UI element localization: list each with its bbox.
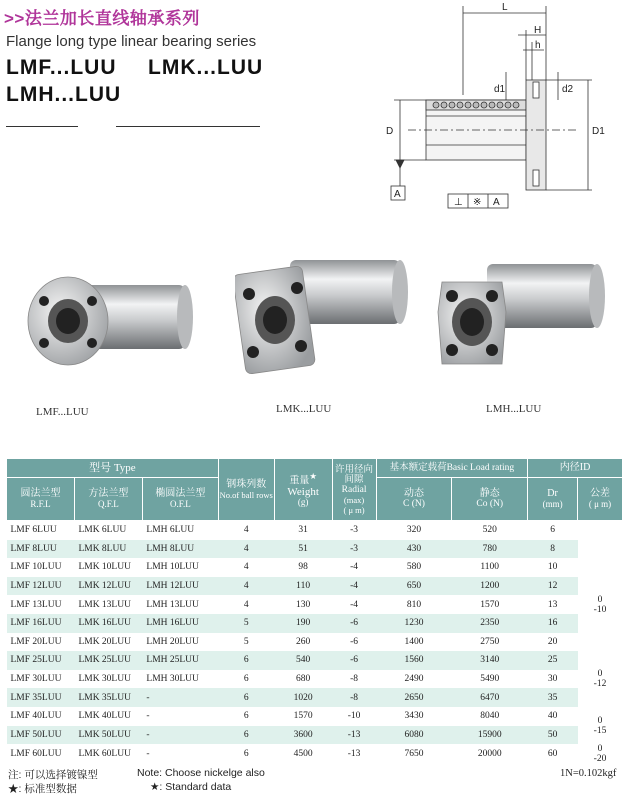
cell-rows: 4: [243, 599, 249, 610]
cell-ofl: LMH 13LUU: [146, 599, 199, 610]
header-id: 内径ID: [528, 459, 623, 478]
table-row: [7, 614, 623, 633]
lmk-product-image: [235, 248, 410, 378]
lmf-caption: LMF...LUU: [36, 406, 89, 418]
fcf-symbol-1: ⊥: [454, 197, 463, 208]
cell-c: 320: [406, 525, 422, 536]
table-row: [7, 726, 623, 745]
footnote-standard-en: ★: Standard data: [150, 781, 232, 793]
model-lmh-heading: LMH...LUU: [6, 83, 122, 106]
cell-radial: -13: [332, 726, 376, 745]
cell-co: 5490: [480, 674, 500, 685]
cell-co: 2350: [452, 614, 528, 633]
dim-H-label: H: [534, 25, 542, 36]
cell-tolerance: 0 -12: [578, 651, 623, 707]
header-radial: 许用径向间隙 Radial (max) ( μ m): [332, 459, 376, 521]
table-row: [7, 744, 623, 764]
cell-c: 3430: [404, 711, 424, 722]
cell-c: 1560: [376, 651, 452, 670]
cell-radial: -4: [332, 577, 376, 596]
cell-rfl: LMF 8LUU: [7, 540, 75, 559]
cell-weight: 110: [274, 577, 332, 596]
cell-weight: 260: [296, 636, 311, 647]
cell-co: 520: [482, 525, 497, 536]
cell-ofl: -: [142, 726, 218, 745]
cell-rfl: LMF 6LUU: [10, 525, 57, 536]
cell-rfl: LMF 16LUU: [7, 614, 75, 633]
cell-c: 2650: [376, 688, 452, 707]
cell-dr: 6: [550, 525, 555, 536]
cell-c: 2490: [404, 674, 424, 685]
dim-d1-label: d1: [494, 84, 506, 95]
dim-h-label: h: [535, 40, 541, 51]
cell-rows: 4: [243, 525, 249, 536]
cell-qfl: LMK 20LUU: [78, 636, 131, 647]
cell-qfl: LMK 13LUU: [78, 599, 131, 610]
header-load-rating: 基本额定载荷Basic Load rating: [376, 459, 528, 478]
cell-radial: -10: [347, 711, 361, 722]
cell-tolerance: 0 -20: [578, 744, 623, 764]
cell-dr: 16: [528, 614, 578, 633]
dim-d2-label: d2: [562, 84, 574, 95]
cell-rows: 5: [218, 614, 274, 633]
cell-rfl: LMF 60LUU: [10, 749, 62, 760]
cell-qfl: LMK 50LUU: [74, 726, 142, 745]
cell-ofl: LMH 16LUU: [142, 614, 218, 633]
cell-qfl: LMK 16LUU: [74, 614, 142, 633]
cell-c: 6080: [376, 726, 452, 745]
cell-dr: 40: [547, 711, 558, 722]
cell-co: 2750: [480, 636, 500, 647]
cell-rows: 4: [218, 540, 274, 559]
cell-weight: 680: [296, 674, 311, 685]
cell-c: 430: [376, 540, 452, 559]
footnote-nickel-cn: 注: 可以选择镀镍型: [8, 769, 98, 781]
table-row: [7, 670, 623, 689]
table-row: [7, 558, 623, 577]
cell-weight: 3600: [274, 726, 332, 745]
header-dynamic: 动态 C (N): [376, 478, 452, 521]
cell-ofl: LMH 25LUU: [142, 651, 218, 670]
cell-co: 15900: [452, 726, 528, 745]
dimension-drawing: [378, 0, 628, 215]
page-title-cn: >>法兰加长直线轴承系列: [4, 9, 200, 28]
cell-tolerance: 0 -15: [578, 707, 623, 744]
cell-weight: 1020: [274, 688, 332, 707]
table-row: [7, 633, 623, 652]
cell-rows: 5: [243, 636, 249, 647]
fcf-symbol-2: ※: [473, 197, 482, 208]
cell-qfl: LMK 10LUU: [78, 562, 131, 573]
cell-rows: 6: [243, 711, 249, 722]
cell-radial: -4: [350, 599, 359, 610]
header-static: 静态 Co (N): [452, 478, 528, 521]
cell-dr: 35: [528, 688, 578, 707]
cell-tolerance: 0 -10: [578, 558, 623, 651]
cell-dr: 8: [528, 540, 578, 559]
spec-table: [6, 458, 623, 764]
cell-radial: -8: [332, 688, 376, 707]
cell-c: 580: [406, 562, 422, 573]
cell-weight: 98: [298, 562, 308, 573]
cell-weight: 31: [298, 525, 308, 536]
cell-qfl: LMK 40LUU: [78, 711, 131, 722]
cell-dr: 12: [528, 577, 578, 596]
cell-co: 8040: [480, 711, 500, 722]
cell-radial: -6: [350, 636, 359, 647]
cell-c: 1400: [404, 636, 424, 647]
cell-ofl: LMH 8LUU: [142, 540, 218, 559]
cell-co: 1100: [480, 562, 500, 573]
cell-rfl: LMF 30LUU: [10, 674, 62, 685]
header-tolerance: 公差 ( μ m): [578, 478, 623, 521]
table-row: [7, 577, 623, 596]
table-row: [7, 540, 623, 559]
cell-radial: -3: [350, 525, 359, 536]
dim-D-label: D: [386, 126, 394, 137]
table-row: [7, 595, 623, 614]
lmh-caption: LMH...LUU: [486, 403, 542, 415]
cell-radial: -3: [332, 540, 376, 559]
cell-tolerance-blank: [578, 521, 623, 540]
footnote-nickel-en: Note: Choose nickelge also: [137, 767, 265, 779]
cell-co: 6470: [452, 688, 528, 707]
cell-weight: 540: [274, 651, 332, 670]
cell-c: 650: [376, 577, 452, 596]
cell-rfl: LMF 13LUU: [10, 599, 62, 610]
cell-rows: 6: [218, 688, 274, 707]
dim-D1-label: D1: [592, 126, 605, 137]
cell-tolerance-blank: [578, 540, 623, 559]
cell-radial: -8: [350, 674, 359, 685]
cell-rfl: LMF 40LUU: [10, 711, 62, 722]
cell-c: 1230: [376, 614, 452, 633]
cell-weight: 51: [274, 540, 332, 559]
header-ofl: 椭圆法兰型 O.F.L: [142, 478, 218, 521]
cell-ofl: LMH 20LUU: [146, 636, 199, 647]
cell-rows: 6: [243, 749, 249, 760]
cell-qfl: LMK 12LUU: [74, 577, 142, 596]
cell-rfl: LMF 10LUU: [10, 562, 62, 573]
table-row: [7, 521, 623, 540]
cell-ofl: -: [142, 688, 218, 707]
cell-radial: -6: [332, 651, 376, 670]
cell-ofl: LMH 6LUU: [146, 525, 195, 536]
cell-rows: 6: [218, 726, 274, 745]
datum-label: A: [394, 189, 401, 200]
header-weight: 重量★ Weight (g): [274, 459, 332, 521]
cell-co: 20000: [477, 749, 502, 760]
table-row: [7, 707, 623, 726]
cell-rfl: LMF 12LUU: [7, 577, 75, 596]
header-qfl: 方法兰型 Q.F.L: [74, 478, 142, 521]
page-title-en: Flange long type linear bearing series: [6, 33, 257, 50]
lmk-caption: LMK...LUU: [276, 403, 332, 415]
cell-co: 3140: [452, 651, 528, 670]
header-model: 型号 Type: [7, 459, 219, 478]
cell-radial: -13: [347, 749, 361, 760]
divider-right: [116, 126, 260, 127]
footnote-standard-cn: ★: 标准型数据: [8, 783, 77, 795]
model-lmf-heading: LMF...LUU: [6, 56, 117, 79]
cell-rows: 4: [218, 577, 274, 596]
cell-c: 810: [406, 599, 422, 610]
cell-qfl: LMK 6LUU: [78, 525, 127, 536]
cell-rows: 6: [243, 674, 249, 685]
fcf-reference: A: [493, 197, 500, 208]
cell-co: 780: [452, 540, 528, 559]
lmf-product-image: [20, 265, 195, 390]
unit-conversion-note: 1N=0.102kgf: [560, 768, 617, 779]
model-lmk-heading: LMK...LUU: [148, 56, 264, 79]
spec-table-body: [7, 521, 623, 765]
cell-qfl: LMK 35LUU: [74, 688, 142, 707]
cell-rfl: LMF 35LUU: [7, 688, 75, 707]
cell-co: 1200: [452, 577, 528, 596]
header-dr: Dr (mm): [528, 478, 578, 521]
cell-rows: 4: [243, 562, 249, 573]
header-ball-rows: 钢珠列数 No.of ball rows: [218, 459, 274, 521]
cell-qfl: LMK 25LUU: [74, 651, 142, 670]
table-row: [7, 651, 623, 670]
cell-weight: 1570: [293, 711, 313, 722]
cell-ofl: LMH 30LUU: [146, 674, 199, 685]
cell-qfl: LMK 30LUU: [78, 674, 131, 685]
table-row: [7, 688, 623, 707]
cell-dr: 10: [547, 562, 558, 573]
cell-dr: 60: [547, 749, 558, 760]
divider-left: [6, 126, 78, 127]
cell-qfl: LMK 60LUU: [78, 749, 131, 760]
cell-dr: 30: [547, 674, 558, 685]
cell-co: 1570: [480, 599, 500, 610]
cell-ofl: -: [146, 711, 150, 722]
cell-rows: 6: [218, 651, 274, 670]
cell-rfl: LMF 20LUU: [10, 636, 62, 647]
cell-dr: 50: [528, 726, 578, 745]
header-rfl: 圆法兰型 R.F.L: [7, 478, 75, 521]
cell-dr: 25: [528, 651, 578, 670]
lmh-product-image: [432, 252, 607, 382]
cell-radial: -6: [332, 614, 376, 633]
dim-L-label: L: [502, 2, 508, 13]
cell-weight: 4500: [293, 749, 313, 760]
cell-rfl: LMF 50LUU: [7, 726, 75, 745]
cell-ofl: LMH 10LUU: [146, 562, 199, 573]
cell-weight: 190: [274, 614, 332, 633]
cell-weight: 130: [296, 599, 311, 610]
cell-dr: 20: [547, 636, 558, 647]
cell-ofl: LMH 12LUU: [142, 577, 218, 596]
cell-dr: 13: [547, 599, 558, 610]
cell-qfl: LMK 8LUU: [74, 540, 142, 559]
cell-radial: -4: [350, 562, 359, 573]
cell-rfl: LMF 25LUU: [7, 651, 75, 670]
cell-c: 7650: [404, 749, 424, 760]
cell-ofl: -: [146, 749, 150, 760]
